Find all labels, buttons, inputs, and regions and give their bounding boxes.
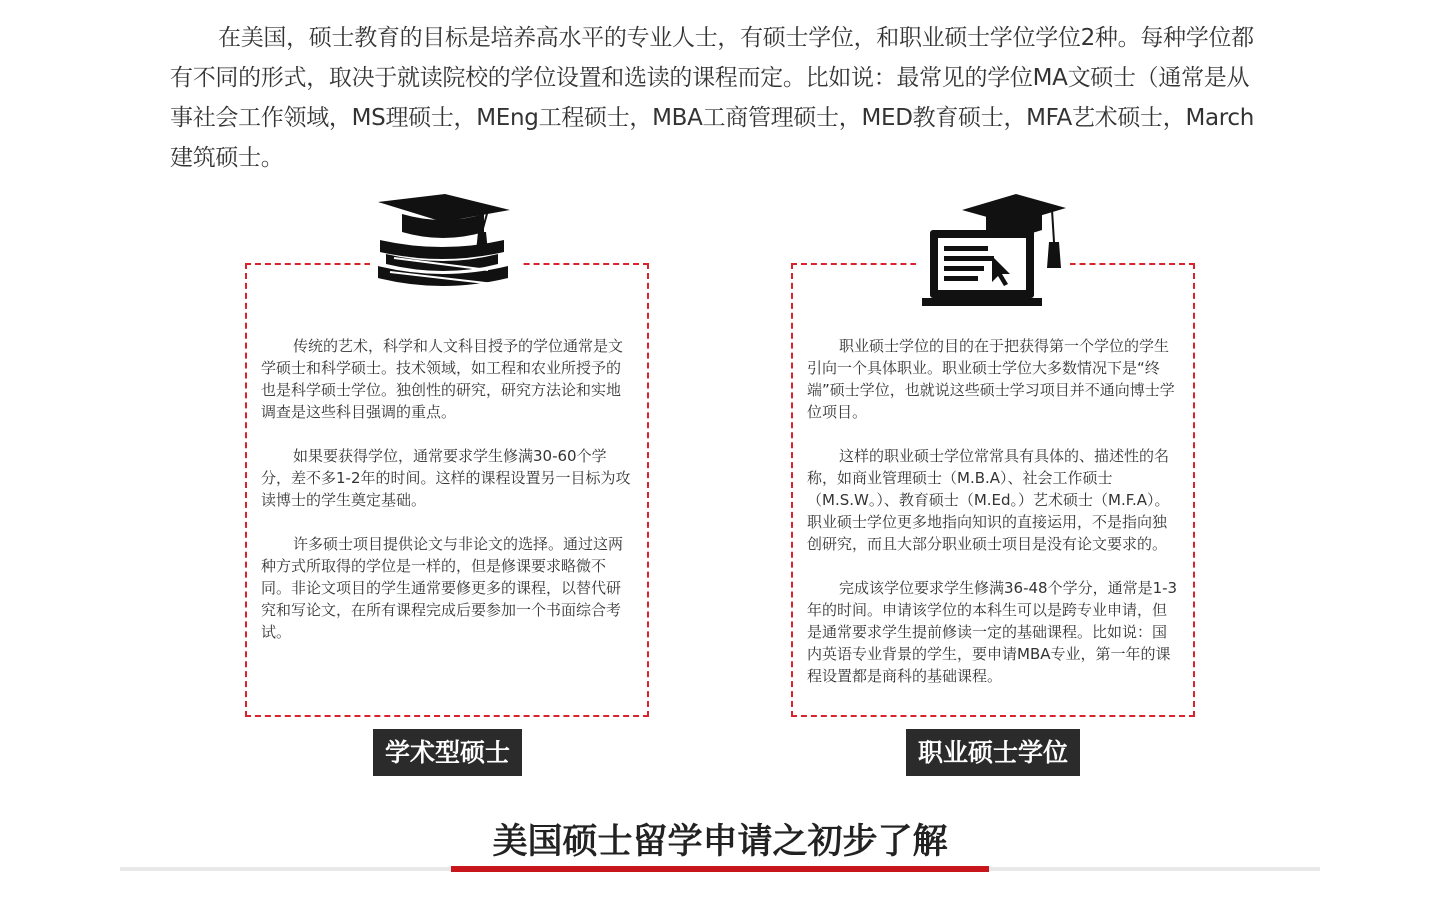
professional-master-card [791, 263, 1195, 717]
academic-master-description [261, 335, 635, 665]
academic-master-label: 学术型硕士 [373, 729, 522, 776]
intro-paragraph: 在美国，硕士教育的目标是培养高水平的专业人士，有硕士学位，和职业硕士学位学位2种。每种学位都有不同的形式，取决于就读院校的学位设置和选读的课程而定。比如说：最常见的学位MA文硕士（通常是从事社会工作领域，MS理硕士，MEng工程硕士，MBA工商管理硕士，MED教育硕士，MFA艺术硕士，March建筑硕士。 [170, 25, 1255, 171]
academic-paragraph-1: 传统的艺术，科学和人文科目授予的学位通常是文学硕士和科学硕士。技术领域，如工程和农业所授予的也是科学硕士学位。独创性的研究，研究方法论和实地调查是这些科目强调的重点。 [261, 337, 624, 421]
academic-master-card [245, 263, 649, 717]
section-divider-accent [451, 866, 989, 872]
professional-paragraph-3: 完成该学位要求学生修满36-48个学分，通常是1-3年的时间。申请该学位的本科生可以是跨专业申请，但是通常要求学生提前修读一定的基础课程。比如说：国内英语专业背景的学生，要申请MBA专业，第一年的课程设置都是商科的基础课程。 [807, 579, 1178, 685]
section-title: 美国硕士留学申请之初步了解 [492, 822, 948, 862]
professional-paragraph-2: 这样的职业硕士学位常常具有具体的、描述性的名称，如商业管理硕士（M.B.A）、社会工作硕士（M.S.W。）、教育硕士（M.Ed。）艺术硕士（M.F.A）。职业硕士学位更多地指向知识的直接运用，不是指向独创研究，而且大部分职业硕士项目是没有论文要求的。 [807, 447, 1170, 553]
professional-master-description [807, 335, 1181, 709]
professional-paragraph-1: 职业硕士学位的目的在于把获得第一个学位的学生引向一个具体职业。职业硕士学位大多数情况下是“终端”硕士学位，也就说这些硕士学习项目并不通向博士学位项目。 [807, 337, 1175, 421]
academic-paragraph-3: 许多硕士项目提供论文与非论文的选择。通过这两种方式所取得的学位是一样的，但是修课要求略微不同。非论文项目的学生通常要修更多的课程，以替代研究和写论文，在所有课程完成后要参加一个书面综合考试。 [261, 535, 624, 641]
professional-master-label: 职业硕士学位 [906, 729, 1080, 776]
laptop-graduation-cap-icon [916, 192, 1070, 310]
academic-paragraph-2: 如果要获得学位，通常要求学生修满30-60个学分，差不多1-2年的时间。这样的课程设置另一目标为攻读博士的学生奠定基础。 [261, 447, 631, 509]
graduation-cap-books-icon [370, 192, 520, 296]
